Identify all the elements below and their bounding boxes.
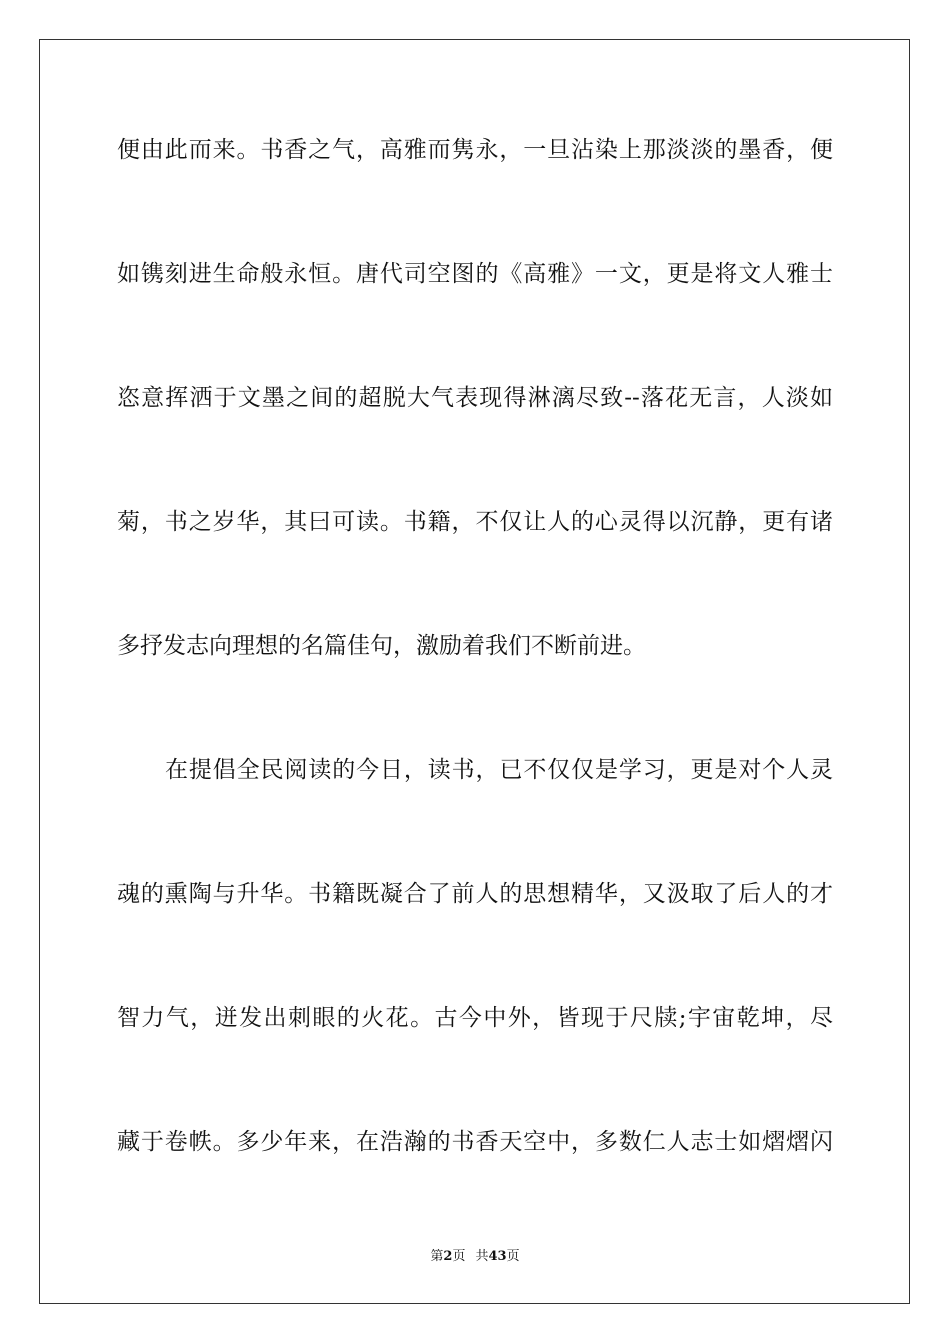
total-suffix: 页 — [506, 1249, 520, 1264]
text-line: 智力气，迸发出刺眼的火花。古今中外，皆现于尺牍;宇宙乾坤，尽 — [117, 1005, 833, 1031]
page-prefix: 第 — [430, 1249, 444, 1264]
text-line: 菊，书之岁华，其曰可读。书籍，不仅让人的心灵得以沉静，更有诸 — [117, 509, 833, 535]
text-line: 便由此而来。书香之气，高雅而隽永，一旦沾染上那淡淡的墨香，便 — [117, 137, 833, 163]
paragraph-first-line: 在提倡全民阅读的今日，读书，已不仅仅是学习，更是对个人灵 — [165, 757, 833, 783]
text-line: 如镌刻进生命般永恒。唐代司空图的《高雅》一文，更是将文人雅士 — [117, 261, 833, 287]
text-line: 魂的熏陶与升华。书籍既凝合了前人的思想精华，又汲取了后人的才 — [117, 881, 833, 907]
page-border — [39, 39, 910, 1304]
total-prefix: 共 — [475, 1249, 489, 1264]
page-footer — [0, 1247, 950, 1267]
text-line: 多抒发志向理想的名篇佳句，激励着我们不断前进。 — [117, 633, 646, 659]
page-number: 2 — [443, 1249, 453, 1264]
text-line: 藏于卷帙。多少年来，在浩瀚的书香天空中，多数仁人志士如熠熠闪 — [117, 1129, 833, 1155]
page-suffix: 页 — [452, 1249, 466, 1264]
total-pages: 43 — [488, 1249, 507, 1264]
text-line: 恣意挥洒于文墨之间的超脱大气表现得淋漓尽致--落花无言，人淡如 — [117, 385, 833, 411]
